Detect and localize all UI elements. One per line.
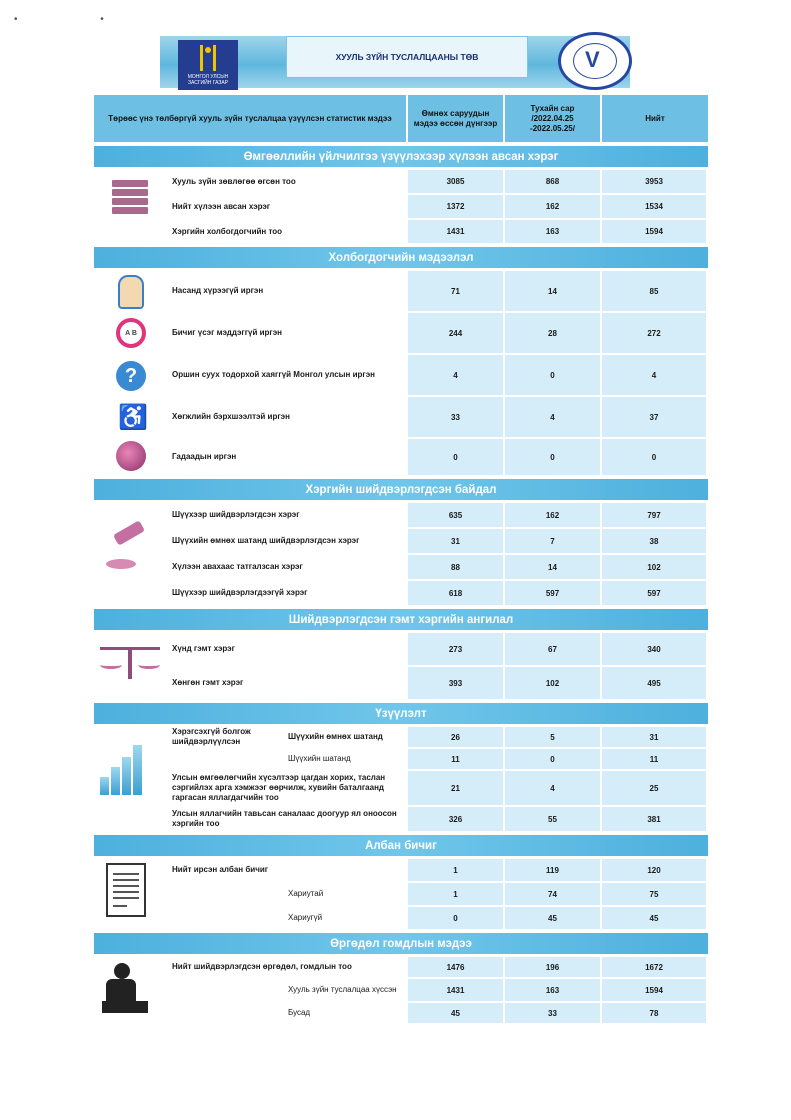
value-previous: 326 xyxy=(408,807,503,831)
value-current: 597 xyxy=(505,581,600,605)
value-total: 3953 xyxy=(602,170,706,193)
section-body xyxy=(94,271,708,475)
table-row xyxy=(170,271,708,311)
table-row xyxy=(170,1003,708,1023)
value-previous: 273 xyxy=(408,633,503,665)
section-title: Өргөдөл гомдлын мэдээ xyxy=(94,933,708,954)
value-previous: 618 xyxy=(408,581,503,605)
value-total: 1594 xyxy=(602,220,706,243)
value-previous: 393 xyxy=(408,667,503,699)
value-total: 381 xyxy=(602,807,706,831)
table-row xyxy=(170,220,708,243)
value-previous: 88 xyxy=(408,555,503,579)
value-current: 0 xyxy=(505,355,600,395)
group-label: Хэрэгсэхгүй болгож шийдвэрлүүлсэн xyxy=(172,727,251,746)
row-label: Шүүхийн шатанд xyxy=(288,754,351,763)
value-current: 55 xyxy=(505,807,600,831)
value-total: 31 xyxy=(602,727,706,747)
value-current: 14 xyxy=(505,271,600,311)
scales-of-justice-icon xyxy=(100,639,160,683)
books-icon xyxy=(102,174,154,220)
value-total: 272 xyxy=(602,313,706,353)
value-current: 0 xyxy=(505,749,600,769)
row-label: Хөнгөн гэмт хэрэг xyxy=(172,678,244,687)
value-current: 162 xyxy=(505,195,600,218)
section-title: Холбогдогчийн мэдээлэл xyxy=(94,247,708,268)
value-total: 1672 xyxy=(602,957,706,977)
table-row xyxy=(170,859,708,881)
value-current: 119 xyxy=(505,859,600,881)
value-current: 5 xyxy=(505,727,600,747)
value-total: 45 xyxy=(602,907,706,929)
row-label: Гадаадын иргэн xyxy=(172,452,237,461)
table-row xyxy=(170,397,708,437)
value-current: 163 xyxy=(505,220,600,243)
section-title: Үзүүлэлт xyxy=(94,703,708,724)
value-total: 25 xyxy=(602,771,706,805)
table-row xyxy=(170,503,708,527)
value-current: 4 xyxy=(505,771,600,805)
row-label: Нийт шийдвэрлэгдсэн өргөдөл, гомдлын тоо xyxy=(172,962,352,971)
value-previous: 0 xyxy=(408,439,503,475)
value-previous: 4 xyxy=(408,355,503,395)
table-row xyxy=(170,581,708,605)
table-row xyxy=(170,771,708,805)
value-total: 85 xyxy=(602,271,706,311)
value-previous: 31 xyxy=(408,529,503,553)
value-previous: 3085 xyxy=(408,170,503,193)
wheelchair-icon: ♿ xyxy=(118,404,148,431)
section-body xyxy=(94,859,708,929)
col-header-total: Нийт xyxy=(602,95,708,142)
table-row xyxy=(170,807,708,831)
value-previous: 26 xyxy=(408,727,503,747)
value-total: 797 xyxy=(602,503,706,527)
value-total: 120 xyxy=(602,859,706,881)
section-body xyxy=(94,957,708,1023)
value-previous: 0 xyxy=(408,907,503,929)
value-total: 78 xyxy=(602,1003,706,1023)
value-current: 67 xyxy=(505,633,600,665)
value-total: 340 xyxy=(602,633,706,665)
value-total: 597 xyxy=(602,581,706,605)
row-label: Шүүхээр шийдвэрлэгдээгүй хэрэг xyxy=(172,588,308,597)
value-previous: 1476 xyxy=(408,957,503,977)
table-row xyxy=(170,907,708,929)
section-body xyxy=(94,727,708,831)
table-row xyxy=(170,529,708,553)
value-previous: 21 xyxy=(408,771,503,805)
government-logo-text: МОНГОЛ УЛСЫН ЗАСГИЙН ГАЗАР xyxy=(187,74,229,86)
row-label: Хариугүй xyxy=(288,913,323,922)
value-current: 162 xyxy=(505,503,600,527)
row-label: Шүүхийн өмнөх шатанд шийдвэрлэгдсэн хэрэг xyxy=(172,536,360,545)
no-alphabet-icon: A B xyxy=(116,318,146,348)
value-current: 74 xyxy=(505,883,600,905)
value-current: 28 xyxy=(505,313,600,353)
value-total: 1534 xyxy=(602,195,706,218)
value-total: 102 xyxy=(602,555,706,579)
value-previous: 635 xyxy=(408,503,503,527)
table-row xyxy=(170,633,708,665)
row-label: Улсын яллагчийн тавьсан саналаас доогуур ял оноосон хэргийн тоо xyxy=(172,809,397,828)
table-row xyxy=(170,439,708,475)
table-row xyxy=(170,957,708,977)
value-current: 14 xyxy=(505,555,600,579)
legal-aid-center-logo xyxy=(558,32,632,90)
row-label: Хүлээн авахаас татгалзсан хэрэг xyxy=(172,562,303,571)
value-current: 102 xyxy=(505,667,600,699)
value-previous: 244 xyxy=(408,313,503,353)
table-row xyxy=(170,195,708,218)
value-total: 38 xyxy=(602,529,706,553)
row-label: Хөгжлийн бэрхшээлтэй иргэн xyxy=(172,412,290,421)
page-title: ХУУЛЬ ЗҮЙН ТУСЛАЛЦААНЫ ТӨВ xyxy=(286,36,528,78)
value-current: 196 xyxy=(505,957,600,977)
value-previous: 1431 xyxy=(408,979,503,1001)
question-mark-icon: ? xyxy=(116,361,146,391)
value-current: 0 xyxy=(505,439,600,475)
value-total: 495 xyxy=(602,667,706,699)
value-current: 7 xyxy=(505,529,600,553)
soyombo-icon xyxy=(200,45,216,71)
section-title: Өмгөөллийн үйлчилгээ үзүүлэхээр хүлээн авсан хэрэг xyxy=(94,146,708,167)
row-label: Бичиг үсэг мэддэггүй иргэн xyxy=(172,328,282,337)
row-label: Улсын өмгөөлөгчийн хүсэлтээр цагдан хорих, таслан сэргийлэх арга хэмжээг өөрчилж, хувийн баталгаанд гаргасан яллагдагчийн тоо xyxy=(172,773,386,802)
scan-marks: • • xyxy=(14,14,144,25)
value-total: 1594 xyxy=(602,979,706,1001)
row-label: Насанд хүрээгүй иргэн xyxy=(172,286,264,295)
scales-v-icon: V xyxy=(585,47,600,72)
table-row xyxy=(170,727,708,747)
table-row xyxy=(170,170,708,193)
row-label: Хариутай xyxy=(288,889,324,898)
value-previous: 1431 xyxy=(408,220,503,243)
row-label: Оршин суух тодорхой хаяггүй Монгол улсын иргэн xyxy=(172,370,375,379)
section-title: Хэргийн шийдвэрлэгдсэн байдал xyxy=(94,479,708,500)
section-body xyxy=(94,503,708,605)
document-icon xyxy=(106,863,146,917)
row-label-group xyxy=(170,727,408,747)
value-current: 45 xyxy=(505,907,600,929)
table-row xyxy=(170,749,708,769)
row-label: Шүүхийн өмнөх шатанд xyxy=(288,732,383,741)
value-current: 868 xyxy=(505,170,600,193)
col-header-current-month: Тухайн сар /2022.04.25 -2022.05.25/ xyxy=(505,95,602,142)
row-label: Шүүхээр шийдвэрлэгдсэн хэрэг xyxy=(172,510,300,519)
row-label: Хууль зүйн зөвлөгөө өгсөн тоо xyxy=(172,176,296,186)
row-label: Хэргийн холбогдогчийн тоо xyxy=(172,226,283,236)
row-label: Хүнд гэмт хэрэг xyxy=(172,644,235,653)
value-total: 0 xyxy=(602,439,706,475)
value-previous: 71 xyxy=(408,271,503,311)
value-total: 4 xyxy=(602,355,706,395)
growth-chart-icon xyxy=(100,735,150,795)
value-previous: 11 xyxy=(408,749,503,769)
section-body xyxy=(94,633,708,699)
table-row xyxy=(170,883,708,905)
gavel-icon xyxy=(100,521,150,571)
table-row xyxy=(170,979,708,1001)
col-header-label: Төрөөс үнэ төлбөргүй хууль зүйн туслалцаа үзүүлсэн статистик мэдээ xyxy=(94,95,408,142)
value-current: 163 xyxy=(505,979,600,1001)
value-previous: 1 xyxy=(408,859,503,881)
value-total: 11 xyxy=(602,749,706,769)
row-label: Бусад xyxy=(288,1008,311,1017)
value-current: 4 xyxy=(505,397,600,437)
table-row xyxy=(170,667,708,699)
row-label: Хууль зүйн туслалцаа хүссэн xyxy=(288,985,397,994)
government-logo xyxy=(178,40,238,90)
statistics-table xyxy=(94,95,708,1023)
child-icon xyxy=(118,275,144,309)
table-row xyxy=(170,355,708,395)
table-row xyxy=(170,313,708,353)
value-total: 75 xyxy=(602,883,706,905)
section-title: Албан бичиг xyxy=(94,835,708,856)
table-row xyxy=(170,555,708,579)
value-total: 37 xyxy=(602,397,706,437)
value-previous: 1 xyxy=(408,883,503,905)
col-header-previous: Өмнөх саруудын мэдээ өссөн дүнгээр xyxy=(408,95,505,142)
table-header xyxy=(94,95,708,142)
section-body xyxy=(94,170,708,243)
row-label: Нийт хүлээн авсан хэрэг xyxy=(172,201,271,211)
value-previous: 45 xyxy=(408,1003,503,1023)
globe-icon xyxy=(116,441,146,471)
value-previous: 1372 xyxy=(408,195,503,218)
telephone-person-icon xyxy=(102,963,148,1015)
section-title: Шийдвэрлэгдсэн гэмт хэргийн ангилал xyxy=(94,609,708,630)
value-previous: 33 xyxy=(408,397,503,437)
row-label: Нийт ирсэн албан бичиг xyxy=(172,865,269,874)
value-current: 33 xyxy=(505,1003,600,1023)
